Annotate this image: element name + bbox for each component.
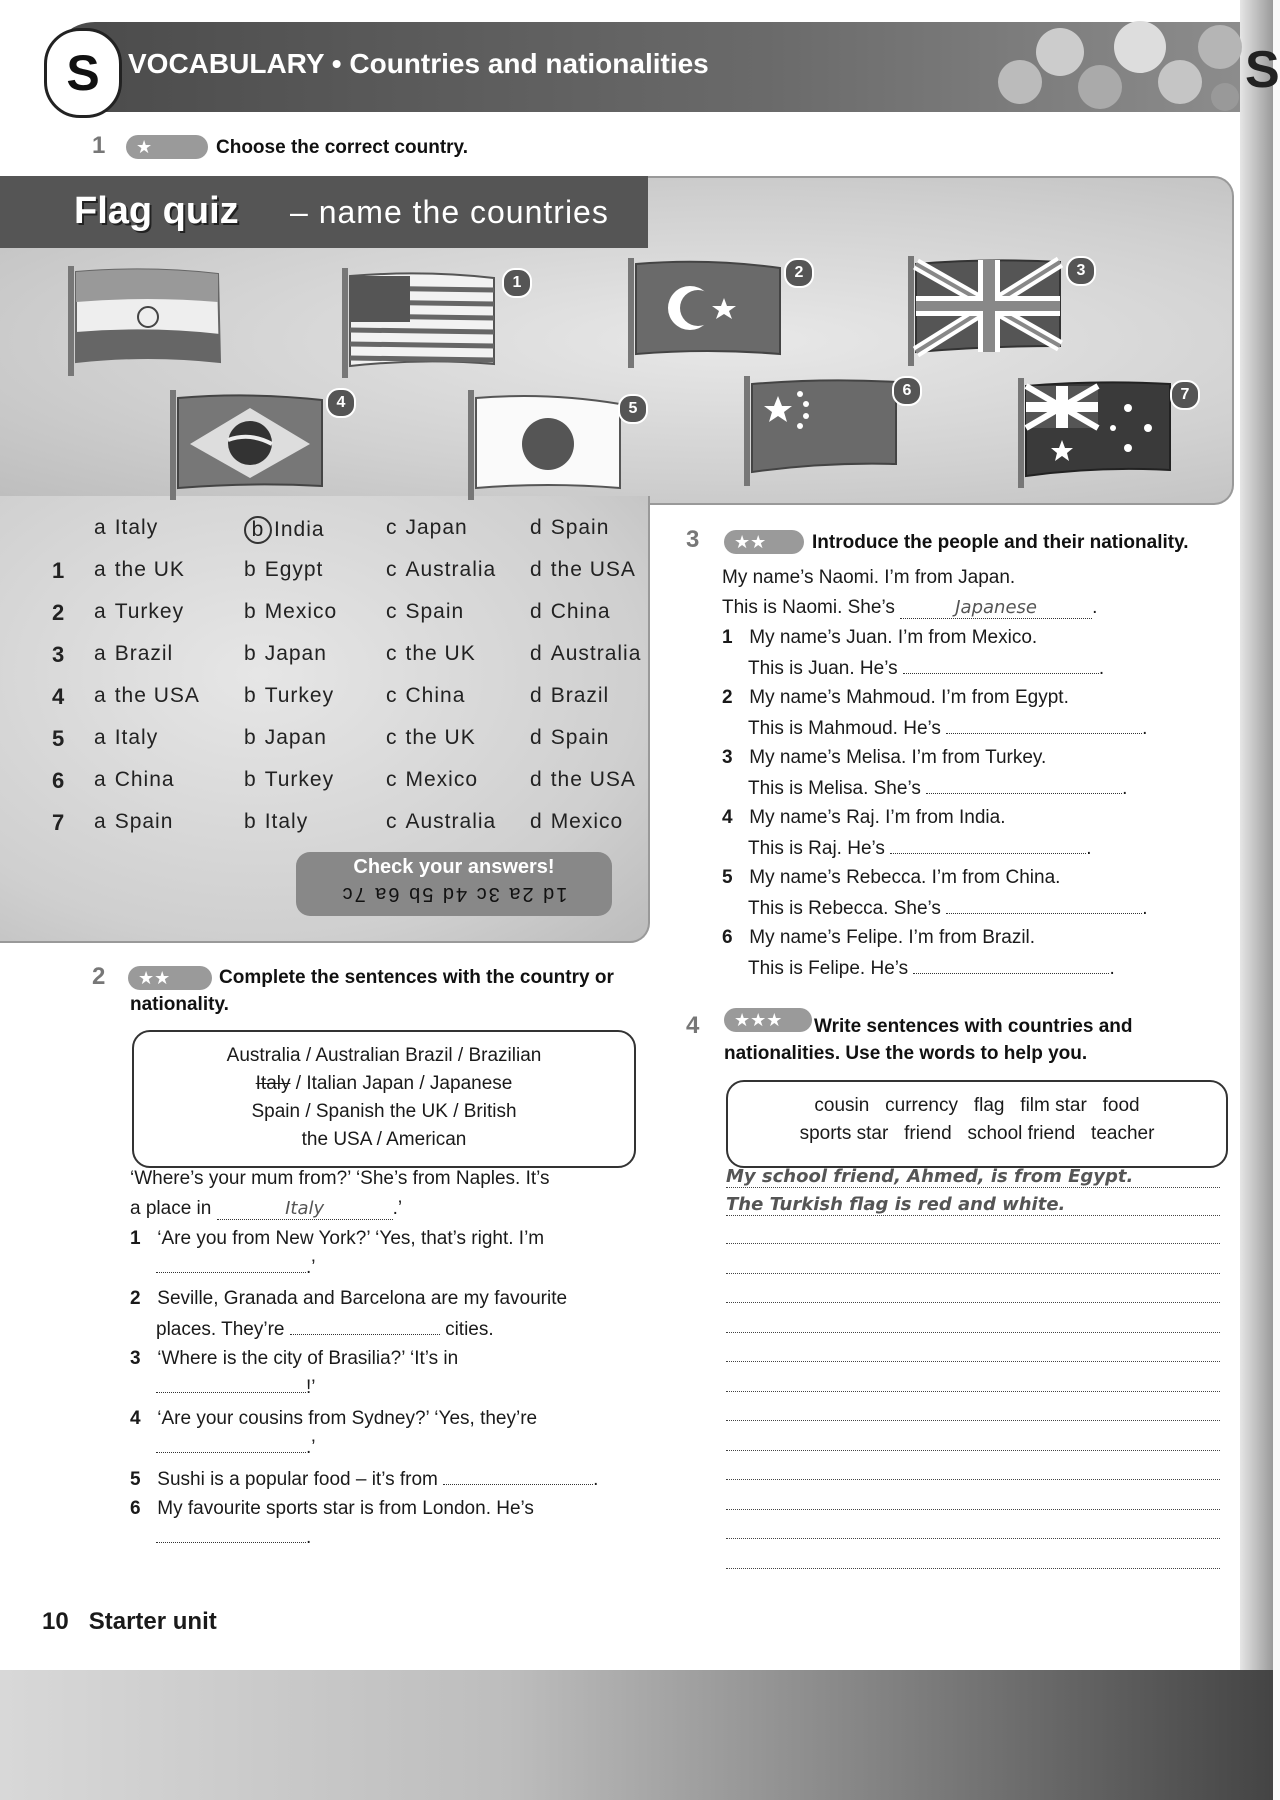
unit-label: Starter unit — [88, 1608, 217, 1635]
quiz-title: Flag quiz — [74, 190, 239, 232]
writing-line[interactable] — [726, 1301, 1220, 1303]
exercise-2-instruction: Complete the sentences with the country or — [219, 967, 614, 988]
exercise-1-instruction: Choose the correct country. — [216, 137, 468, 158]
writing-line[interactable] — [726, 1537, 1220, 1539]
exercise-1-number: 1 — [92, 132, 106, 159]
ex3-item-6-blank[interactable]: This is Felipe. He’s . — [748, 958, 1115, 979]
ex4-example-2: The Turkish flag is red and white. — [726, 1194, 1066, 1215]
exercise-1-stars: ★ — [126, 135, 208, 159]
exercise-2-instruction-cont: nationality. — [130, 994, 229, 1015]
quiz-option[interactable]: d Australia — [530, 642, 642, 665]
word-box-line: Australia / Australian Brazil / Brazilian — [226, 1045, 542, 1066]
quiz-option[interactable]: c Mexico — [386, 768, 479, 791]
question-number: 7 — [52, 810, 66, 835]
ex2-item-2-blank[interactable]: places. They’re cities. — [156, 1319, 494, 1340]
exercise-3-number: 3 — [686, 526, 700, 553]
quiz-question-row — [52, 558, 660, 588]
flag-number-1: 1 — [502, 268, 532, 298]
ex2-item-4: 4 ‘Are your cousins from Sydney?’ ‘Yes, they’re — [130, 1408, 538, 1429]
ex3-item-6: 6 My name’s Felipe. I’m from Brazil. — [722, 927, 1036, 948]
quiz-option[interactable]: d Spain — [530, 516, 610, 539]
writing-line[interactable] — [726, 1478, 1220, 1480]
quiz-option[interactable]: c Australia — [386, 810, 497, 833]
quiz-option[interactable]: d Brazil — [530, 684, 610, 707]
question-number: 3 — [52, 642, 66, 667]
ex3-item-5-blank[interactable]: This is Rebecca. She’s . — [748, 898, 1148, 919]
question-number: 4 — [52, 684, 66, 709]
writing-line[interactable] — [726, 1419, 1220, 1421]
check-answers-upside-down: 1d 2a 3c 4d 5b 6a 7c — [340, 883, 568, 905]
flag-number-3: 3 — [1066, 256, 1096, 286]
exercise-4-instruction-cont: nationalities. Use the words to help you. — [724, 1043, 1088, 1064]
quiz-option[interactable]: b Mexico — [244, 600, 338, 623]
writing-line[interactable] — [726, 1242, 1220, 1244]
usa-flag-icon — [342, 268, 502, 378]
question-number: 2 — [52, 600, 66, 625]
ex3-item-2-blank[interactable]: This is Mahmoud. He’s . — [748, 718, 1148, 739]
ex3-item-4-blank[interactable]: This is Raj. He’s . — [748, 838, 1092, 859]
next-page-letter: S — [1245, 41, 1280, 99]
quiz-option[interactable]: a Italy — [94, 516, 159, 539]
quiz-option[interactable]: a Brazil — [94, 642, 174, 665]
page-footer — [42, 1608, 217, 1636]
quiz-option[interactable]: a Spain — [94, 810, 174, 833]
ex3-item-1-blank[interactable]: This is Juan. He’s . — [748, 658, 1105, 679]
question-number: 5 — [52, 726, 66, 751]
quiz-option[interactable]: c China — [386, 684, 466, 707]
flag-number-6: 6 — [892, 376, 922, 406]
brazil-flag-icon — [170, 390, 330, 500]
exercise-2-example-line2: a place in Italy .’ — [130, 1198, 403, 1219]
writing-line[interactable] — [726, 1272, 1220, 1274]
japan-flag-icon — [468, 390, 628, 500]
quiz-option[interactable]: a Italy — [94, 726, 159, 749]
example-answer-italy: Italy — [217, 1198, 393, 1220]
exercise-2-example-line1: ‘Where’s your mum from?’ ‘She’s from Naples. It’s — [130, 1168, 550, 1189]
quiz-option[interactable]: b Turkey — [244, 768, 335, 791]
china-flag-icon — [744, 376, 904, 486]
quiz-option[interactable]: b Japan — [244, 642, 327, 665]
flag-number-4: 4 — [326, 388, 356, 418]
writing-line[interactable] — [726, 1390, 1220, 1392]
writing-line[interactable] — [726, 1360, 1220, 1362]
ex2-item-3-blank[interactable]: !’ — [156, 1376, 316, 1399]
flag-number-2: 2 — [784, 258, 814, 288]
word-box-line: the USA / American — [301, 1129, 467, 1150]
quiz-option[interactable]: c Japan — [386, 516, 468, 539]
ex3-item-3: 3 My name’s Melisa. I’m from Turkey. — [722, 747, 1047, 768]
quiz-question-row — [52, 684, 660, 714]
ex3-item-4: 4 My name’s Raj. I’m from India. — [722, 807, 1006, 828]
ex3-example-line2: This is Naomi. She’s Japanese . — [722, 597, 1098, 618]
quiz-subtitle: – name the countries — [290, 194, 609, 230]
exercise-3-instruction: Introduce the people and their nationality. — [812, 532, 1189, 553]
question-number: 6 — [52, 768, 66, 793]
flag-quiz-panel — [0, 176, 1232, 941]
quiz-option[interactable]: d Mexico — [530, 810, 624, 833]
ex3-item-2: 2 My name’s Mahmoud. I’m from Egypt. — [722, 687, 1069, 708]
india-flag-icon — [68, 266, 228, 376]
quiz-option[interactable]: a China — [94, 768, 175, 791]
quiz-option[interactable]: c the UK — [386, 642, 476, 665]
ex3-item-5: 5 My name’s Rebecca. I’m from China. — [722, 867, 1061, 888]
exercise-4-stars: ★★★ — [724, 1008, 812, 1032]
quiz-question-row — [60, 516, 660, 546]
section-letter-badge: S — [44, 28, 122, 118]
quiz-option[interactable]: a Turkey — [94, 600, 185, 623]
check-answers-title: Check your answers! — [353, 856, 555, 878]
exercise-4-word-box — [726, 1080, 1228, 1168]
uk-flag-icon — [908, 256, 1068, 366]
ex2-item-6-blank[interactable]: . — [156, 1526, 311, 1549]
ex3-example-line1: My name’s Naomi. I’m from Japan. — [722, 567, 1016, 588]
ex2-item-6: 6 My favourite sports star is from London. He’s — [130, 1498, 534, 1519]
ex2-item-5[interactable]: 5 Sushi is a popular food – it’s from . — [130, 1469, 599, 1490]
quiz-option[interactable]: d the USA — [530, 768, 636, 791]
quiz-question-row — [52, 642, 660, 672]
quiz-option[interactable]: a the USA — [94, 684, 200, 707]
page-title: VOCABULARY • Countries and nationalities — [128, 48, 709, 79]
quiz-option[interactable]: c the UK — [386, 726, 476, 749]
quiz-option[interactable]: b India — [244, 516, 325, 544]
quiz-option[interactable]: c Spain — [386, 600, 465, 623]
ex2-item-2: 2 Seville, Granada and Barcelona are my favourite — [130, 1288, 568, 1309]
exercise-2-word-box — [132, 1030, 636, 1168]
scan-shadow — [0, 1670, 1273, 1800]
quiz-question-row — [52, 600, 660, 630]
exercise-3-stars: ★★ — [724, 530, 804, 554]
exercise-2-number: 2 — [92, 963, 106, 990]
ex4-example-1: My school friend, Ahmed, is from Egypt. — [726, 1166, 1134, 1187]
question-number: 1 — [52, 558, 66, 583]
ex3-item-3-blank[interactable]: This is Melisa. She’s . — [748, 778, 1128, 799]
word-box-line: Italy / Italian Japan / Japanese — [255, 1073, 513, 1094]
ex2-item-4-blank[interactable]: .’ — [156, 1436, 316, 1459]
quiz-question-row — [52, 726, 660, 756]
quiz-option[interactable]: b Turkey — [244, 684, 335, 707]
turkey-flag-icon — [628, 258, 788, 368]
check-answers-box — [296, 852, 612, 916]
quiz-option[interactable]: b Egypt — [244, 558, 324, 581]
header-dots-decoration — [980, 22, 1240, 112]
writing-line[interactable] — [726, 1508, 1220, 1510]
australia-flag-icon — [1018, 378, 1178, 488]
quiz-option[interactable]: c Australia — [386, 558, 497, 581]
exercise-2-stars: ★★ — [128, 966, 212, 990]
quiz-option[interactable]: d Spain — [530, 726, 610, 749]
word-box-line: cousin currency flag film star food — [814, 1095, 1140, 1116]
ex2-item-3: 3 ‘Where is the city of Brasilia?’ ‘It’s in — [130, 1348, 459, 1369]
exercise-4-number: 4 — [686, 1012, 700, 1039]
quiz-option[interactable]: d the USA — [530, 558, 636, 581]
ex2-item-1: 1 ‘Are you from New York?’ ‘Yes, that’s right. I’m — [130, 1228, 545, 1249]
quiz-option[interactable]: a the UK — [94, 558, 185, 581]
word-box-line: Spain / Spanish the UK / British — [251, 1101, 517, 1122]
quiz-option[interactable]: d China — [530, 600, 611, 623]
next-page-edge — [1240, 0, 1273, 1670]
flag-number-7: 7 — [1170, 380, 1200, 410]
quiz-option[interactable]: b Japan — [244, 726, 327, 749]
page-number: 10 — [42, 1608, 69, 1635]
struck-word: Italy — [255, 1073, 291, 1094]
writing-line[interactable] — [726, 1449, 1220, 1451]
ex3-item-1: 1 My name’s Juan. I’m from Mexico. — [722, 627, 1038, 648]
quiz-question-row — [52, 810, 660, 840]
quiz-option[interactable]: b Italy — [244, 810, 309, 833]
writing-line[interactable] — [726, 1567, 1220, 1569]
writing-line[interactable] — [726, 1331, 1220, 1333]
word-box-line: sports star friend school friend teacher — [799, 1123, 1155, 1144]
example-answer-japanese: Japanese — [900, 597, 1092, 619]
exercise-4-instruction: Write sentences with countries and — [814, 1016, 1133, 1037]
flag-number-5: 5 — [618, 394, 648, 424]
ex2-item-1-blank[interactable]: .’ — [156, 1256, 316, 1279]
quiz-question-row — [52, 768, 660, 798]
